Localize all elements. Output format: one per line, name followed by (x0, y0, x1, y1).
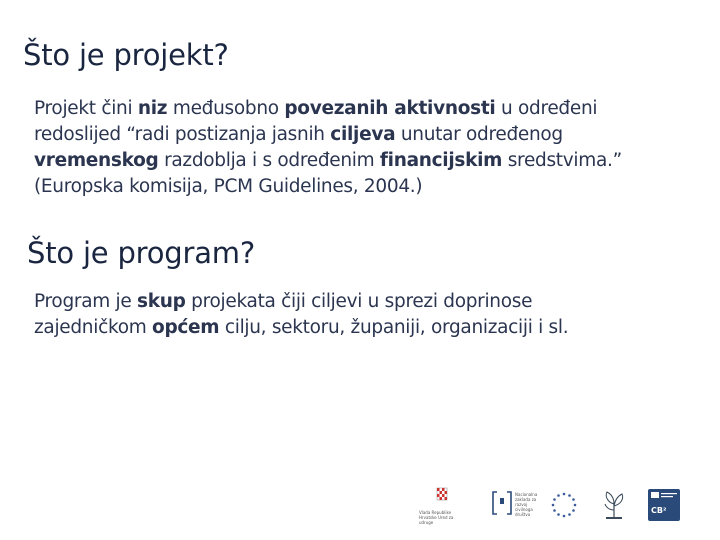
foundation-logo (491, 486, 541, 526)
text-segment: projekata čiji ciljevi u sprezi doprinose (185, 291, 533, 312)
croatia-coat-of-arms-icon (415, 486, 467, 508)
text-line (34, 289, 568, 315)
box-logo (647, 486, 681, 526)
bold-term: ciljeva (330, 124, 396, 145)
text-line (34, 148, 622, 174)
eu-logo (549, 486, 579, 526)
text-segment: razdoblja i s određenim (158, 150, 380, 171)
bold-term: skup (137, 291, 186, 312)
text-segment: (Europska komisija, PCM Guidelines, 2004.) (34, 176, 423, 197)
bold-term: vremenskog (34, 150, 159, 171)
text-segment: u određeni (495, 98, 598, 119)
section-body-program (34, 289, 568, 341)
gov-logo-text: Vlada Republike Hrvatske Ured za udruge (419, 510, 454, 525)
gov-logo (415, 486, 467, 526)
text-line (34, 96, 622, 122)
bracket-icon (491, 490, 513, 516)
text-segment: sredstvima.” (502, 150, 622, 171)
footer-logos (415, 486, 685, 526)
blue-box-icon (647, 488, 681, 522)
text-line (34, 122, 622, 148)
text-segment: redoslijed “radi postizanja jasnih (34, 124, 331, 145)
text-segment: Projekt čini (34, 98, 138, 119)
text-segment: Program je (34, 291, 138, 312)
text-line (34, 174, 622, 200)
bold-term: financijskim (379, 150, 503, 171)
section-title-projekt: Što je projekt? (23, 38, 229, 72)
section-body-projekt (34, 96, 622, 200)
eu-stars-icon (549, 490, 579, 520)
box-logo-text: CB² (651, 506, 667, 515)
plant-icon (597, 488, 631, 522)
text-segment: cilju, sektoru, županiji, organizaciji i sl. (219, 317, 569, 338)
bold-term: povezanih aktivnosti (284, 98, 496, 119)
foundation-logo-text: Nacionalna zaklada za razvoj civilnoga društva (515, 492, 538, 517)
section-title-program: Što je program? (27, 236, 256, 270)
plant-logo (597, 486, 631, 526)
bold-term: niz (137, 98, 168, 119)
text-segment: međusobno (167, 98, 285, 119)
text-segment: unutar određenog (395, 124, 563, 145)
text-line (34, 315, 568, 341)
bold-term: općem (152, 317, 220, 338)
text-segment: zajedničkom (34, 317, 153, 338)
